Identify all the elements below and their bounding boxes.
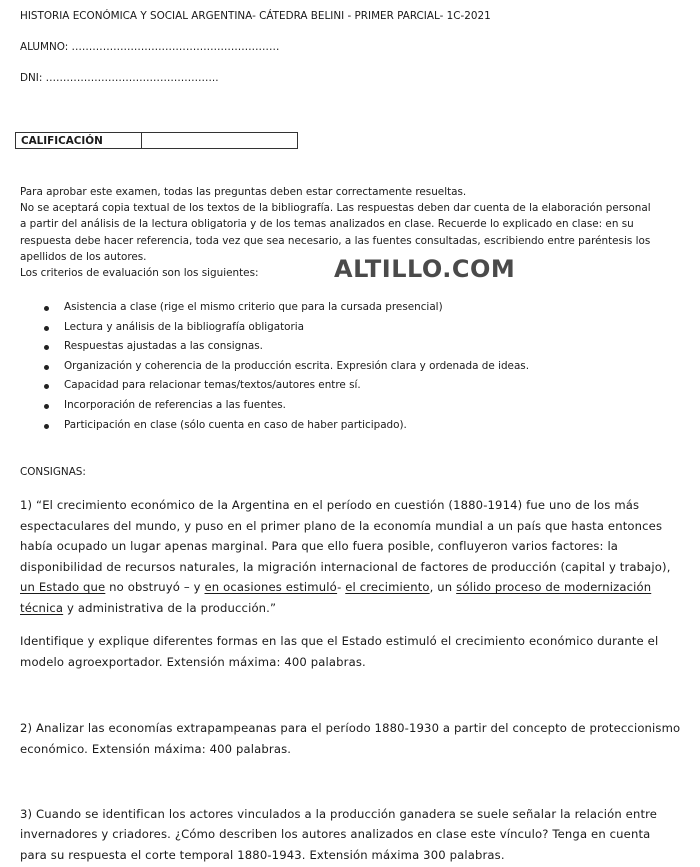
criteria-item: Organización y coherencia de la producción escrita. Expresión clara y ordenada de ideas. <box>44 357 529 377</box>
question1-quote-line <box>20 601 276 615</box>
criteria-item: Capacidad para relacionar temas/textos/autores entre sí. <box>44 376 529 396</box>
question1-task-line: modelo agroexportador. Extensión máxima: 400 palabras. <box>20 655 366 669</box>
exam-title: HISTORIA ECONÓMICA Y SOCIAL ARGENTINA- CÁTEDRA BELINI - PRIMER PARCIAL- 1C-2021 <box>20 10 491 22</box>
criteria-list <box>44 298 529 435</box>
underlined-text: sólido proceso de modernización <box>456 580 652 594</box>
question1-task-line: Identifique y explique diferentes formas en las que el Estado estimuló el crecimiento económico durante el <box>20 634 659 648</box>
underlined-text: un Estado que <box>20 580 106 594</box>
question3-line: 3) Cuando se identifican los actores vinculados a la producción ganadera se suele señalar la relación entre <box>20 807 658 821</box>
quote-text: y administrativa de la producción.” <box>63 601 277 615</box>
grade-value-cell <box>142 133 297 148</box>
instructions-line: No se aceptará copia textual de los textos de la bibliografía. Las respuestas deben dar cuenta de la elaboración personal <box>20 202 651 214</box>
quote-text: no obstruyó – y <box>105 580 205 594</box>
question1-quote-line: había ocupado un lugar apenas marginal. Para que ello fuera posible, confluyeron varios factores: la <box>20 539 619 553</box>
question1-quote-line <box>20 580 651 594</box>
question2-line: 2) Analizar las economías extrapampeanas para el período 1880-1930 a partir del concepto de proteccionismo <box>20 721 681 735</box>
underlined-text: en ocasiones estimuló <box>204 580 338 594</box>
consignas-heading: CONSIGNAS: <box>20 466 86 478</box>
quote-text: , un <box>429 580 457 594</box>
question1-quote-line: disponibilidad de recursos naturales, la migración internacional de factores de producción (capital y trabajo), <box>20 560 671 574</box>
question1-quote-line: espectaculares del mundo, y puso en el primer plano de la economía mundial a un país que hasta entonces <box>20 519 663 533</box>
question1-quote-line: 1) “El crecimiento económico de la Argentina en el período en cuestión (1880-1914) fue uno de los más <box>20 498 640 512</box>
criteria-item: Lectura y análisis de la bibliografía obligatoria <box>44 318 529 338</box>
grade-table <box>15 132 298 149</box>
question3-line: para su respuesta el corte temporal 1880-1943. Extensión máxima 300 palabras. <box>20 848 505 862</box>
criteria-item: Incorporación de referencias a las fuentes. <box>44 396 529 416</box>
watermark: ALTILLO.COM <box>334 255 516 283</box>
underlined-text: el crecimiento <box>345 580 430 594</box>
underlined-text: técnica <box>20 601 64 615</box>
instructions-line: Para aprobar este examen, todas las preguntas deben estar correctamente resueltas. <box>20 186 467 198</box>
quote-text: - <box>337 580 346 594</box>
question2-line: económico. Extensión máxima: 400 palabras. <box>20 742 292 756</box>
instructions-line: respuesta debe hacer referencia, toda vez que sea necesario, a las fuentes consultadas, escribiendo entre paréntesis los <box>20 235 651 247</box>
criteria-item: Respuestas ajustadas a las consignas. <box>44 337 529 357</box>
grade-label: CALIFICACIÓN <box>16 133 142 148</box>
instructions-line: a partir del análisis de la lectura obligatoria y de los temas analizados en clase. Recuerde lo explicado en clase: en su <box>20 218 634 230</box>
question3-line: invernadores y criadores. ¿Cómo describen los autores analizados en clase este vínculo? Tenga en cuenta <box>20 827 651 841</box>
criteria-item: Participación en clase (sólo cuenta en caso de haber participado). <box>44 416 529 436</box>
criteria-intro: Los criterios de evaluación son los siguientes: <box>20 267 259 279</box>
instructions-line: apellidos de los autores. <box>20 251 147 263</box>
student-id-field: DNI: ………………………………………….. <box>20 72 219 84</box>
student-name-field: ALUMNO: …………………………………………………… <box>20 41 280 53</box>
criteria-item: Asistencia a clase (rige el mismo criterio que para la cursada presencial) <box>44 298 529 318</box>
